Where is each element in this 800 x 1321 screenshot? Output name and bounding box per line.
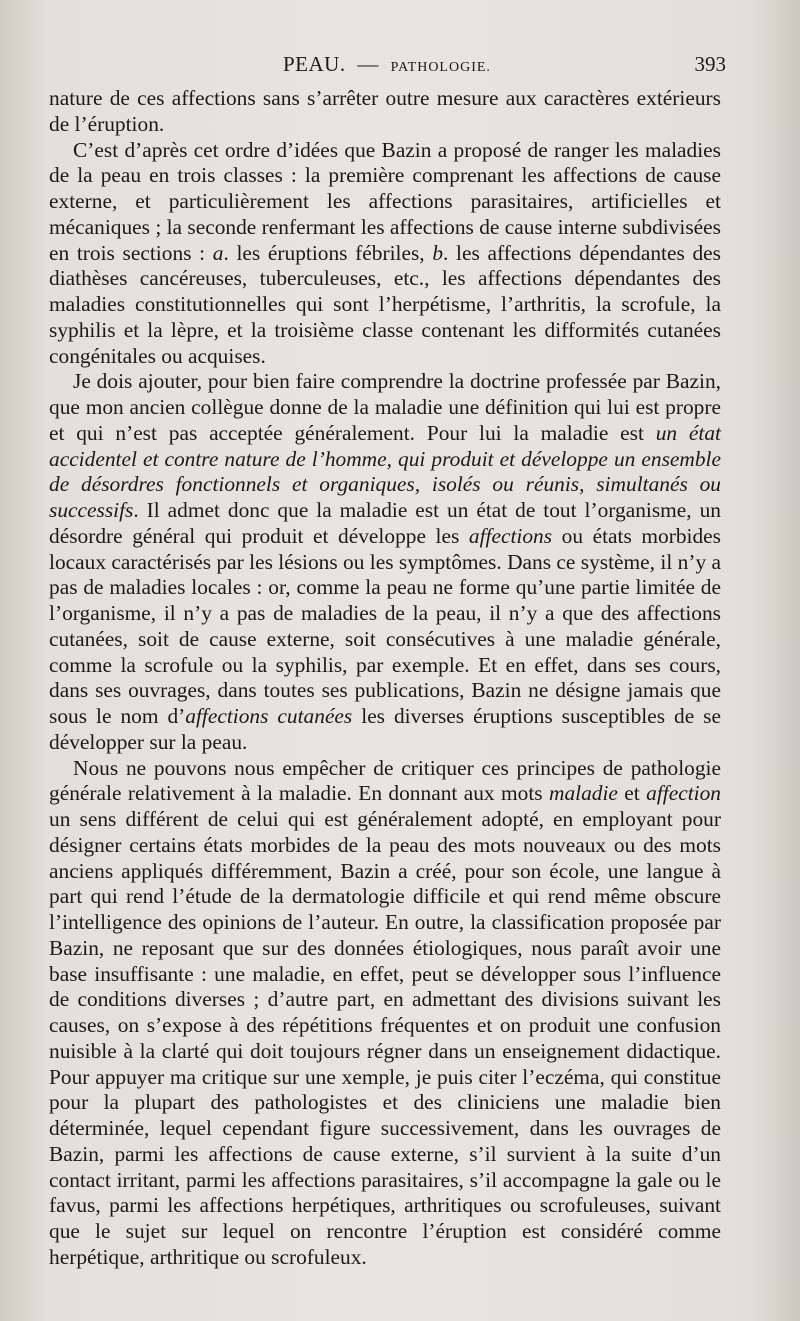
paragraph <box>49 756 721 1271</box>
text-run: nature de ces affections sans s’arrêter outre mesure aux caractères extérieurs de l’éruption. <box>49 86 721 136</box>
italic-text: affection <box>646 781 721 806</box>
text-run: un sens différent de celui qui est généralement adopté, en employant pour désigner certains états morbides de la peau des mots nouveaux ou des mots anciens appliqués différemment, Bazin a créé, pour son école, une langue à part qui rend l’étude de la dermatologie difficile et qui rend même obscure l’intelligence des opinions de l’auteur. En outre, la classification proposée par Bazin, ne reposant que sur des données étiologiques, nous paraît avoir une base insuffisante : une maladie, en effet, peut se développer sous l’influence de conditions diverses ; d’autre part, en admettant des divisions suivant les causes, on s’expose à des répétitions fréquentes et on produit une confusion nuisible à la clarté qui doit toujours régner dans un enseignement didactique. Pour appuyer ma critique sur une xemple, je puis citer l’eczéma, qui constitue pour la plupart des pathologistes et des cliniciens une maladie bien déterminée, lequel cependant figure successivement, dans les ouvrages de Bazin, parmi les affections de cause externe, s’il survient à la suite d’un contact irritant, parmi les affections parasitaires, s’il accompagne la gale ou le favus, parmi les affections herpétiques, arthritiques ou scrofuleuses, suivant que le sujet sur lequel on rencontre l’éruption est considéré comme herpétique, arthritique ou scrofuleux. <box>49 807 721 1269</box>
italic-text: a <box>212 240 224 265</box>
running-head-title: PEAU. <box>283 52 346 76</box>
page-number: 393 <box>694 52 726 76</box>
text-run: . Il admet donc que la maladie est un état de tout l’organisme, un désordre général qui produit et développe les <box>49 498 721 548</box>
body-text <box>49 86 721 1271</box>
italic-text: b <box>432 240 444 265</box>
text-run: les diverses éruptions susceptibles de se développer sur la peau. <box>49 704 721 754</box>
paragraph <box>49 86 721 138</box>
text-run: et <box>617 781 647 806</box>
text-run: ou états morbides locaux caractérisés par les lésions ou les symptômes. Dans ce système, il n’y a pas de maladies locales : or, comme la peau ne forme qu’une partie limitée de l’organisme, il n’y a pas de maladies de la peau, il n’y a que des affections cutanées, soit de cause externe, soit consécutives à une maladie générale, comme la scrofule ou la syphilis, par exemple. Et en effet, dans ses cours, dans ses ouvrages, dans toutes ses publications, Bazin ne désigne jamais que sous le nom d’ <box>49 523 721 728</box>
running-head <box>283 52 491 77</box>
text-run: Je dois ajouter, pour bien faire comprendre la doctrine professée par Bazin, que mon ancien collègue donne de la maladie une définition qui lui est propre et qui n’est pas acceptée généralement. Pour lui la maladie est <box>49 369 721 445</box>
text-run: . les éruptions fébriles, <box>223 240 433 265</box>
italic-text: un état accidentel et contre nature de l’homme, qui produit et développe un ensemble de désordres fonctionnels et organiques, isolés ou réunis, simultanés ou successifs <box>49 420 721 522</box>
italic-text: affections <box>468 523 553 548</box>
running-head-dash: — <box>357 52 379 76</box>
text-run: C’est d’après cet ordre d’idées que Bazin a proposé de ranger les maladies de la peau en trois classes : la première comprenant les affections de cause externe, et particulièrement les affections parasitaires, artificielles et mécaniques ; la seconde renfermant les affections de cause interne subdivisées en trois sections : <box>49 137 721 265</box>
running-head-subtitle: PATHOLOGIE. <box>390 60 491 75</box>
paragraph <box>49 369 721 755</box>
page-header <box>48 52 728 80</box>
italic-text: affections cutanées <box>185 704 353 728</box>
text-run: Nous ne pouvons nous empêcher de critiquer ces principes de pathologie générale relativement à la maladie. En donnant aux mots <box>49 755 721 806</box>
text-run: . les affections dépendantes des diathèses cancéreuses, tuberculeuses, etc., les affections dépendantes des maladies constitutionnelles qui sont l’herpétisme, l’arthritis, la scrofule, la syphilis et la lèpre, et la troisième classe contenant les difformités cutanées congénitales ou acquises. <box>49 240 721 368</box>
italic-text: maladie <box>549 781 618 806</box>
paragraph <box>49 138 721 370</box>
